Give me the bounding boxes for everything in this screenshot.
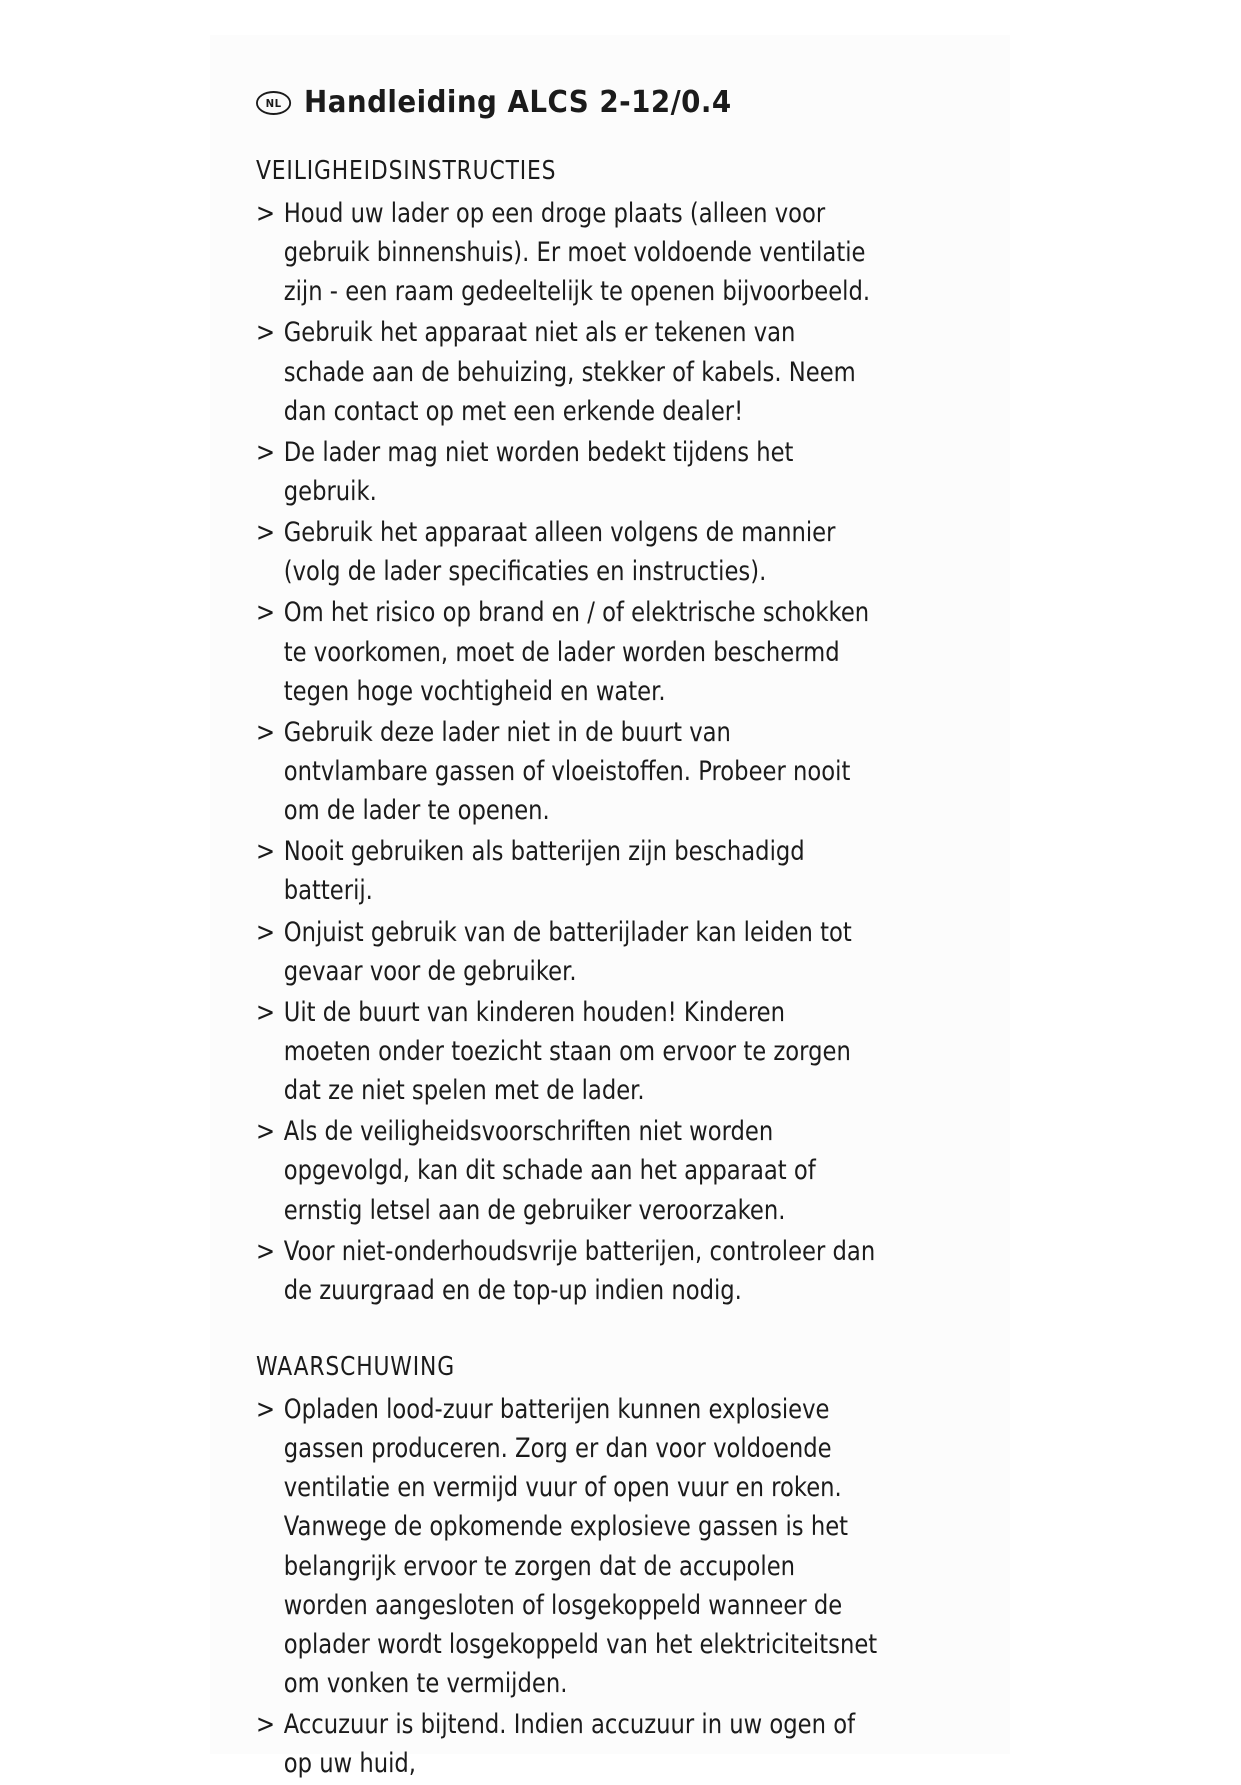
warning-list bbox=[256, 1390, 878, 1783]
safety-item-text: Uit de buurt van kinderen houden! Kinderen moeten onder toezicht staan om ervoor te zorgen dat ze niet spelen met de lader. bbox=[283, 996, 851, 1107]
safety-item-text: De lader mag niet worden bedekt tijdens het gebruik. bbox=[283, 436, 794, 507]
bullet-marker: > bbox=[256, 1235, 276, 1267]
warning-item-text: Accuzuur is bijtend. Indien accuzuur in uw ogen of op uw huid, bbox=[283, 1709, 856, 1780]
safety-item bbox=[256, 1232, 878, 1310]
language-badge: NL bbox=[256, 91, 291, 115]
bullet-marker: > bbox=[256, 1709, 276, 1741]
manual-header bbox=[256, 85, 940, 120]
manual-content bbox=[256, 85, 878, 1785]
safety-item bbox=[256, 513, 878, 591]
safety-item bbox=[256, 913, 878, 991]
bullet-marker: > bbox=[256, 836, 276, 868]
safety-list bbox=[256, 194, 878, 1310]
safety-item-text: Nooit gebruiken als batterijen zijn beschadigd batterij. bbox=[283, 836, 805, 907]
bullet-marker: > bbox=[256, 198, 276, 229]
safety-item bbox=[256, 313, 878, 430]
warning-section-title: WAARSCHUWING bbox=[256, 1351, 455, 1382]
safety-item-text: Gebruik het apparaat alleen volgens de mannier (volg de lader specificaties en instructies). bbox=[283, 517, 836, 588]
safety-item-text: Als de veiligheidsvoorschriften niet worden opgevolgd, kan dit schade aan het apparaat of ernstig letsel aan de gebruiker veroorzaken. bbox=[283, 1116, 816, 1226]
safety-item bbox=[256, 194, 878, 311]
bullet-marker: > bbox=[256, 317, 276, 349]
safety-item bbox=[256, 713, 878, 830]
bullet-marker: > bbox=[256, 517, 276, 549]
safety-item-text: Gebruik het apparaat niet als er tekenen van schade aan de behuizing, stekker of kabels. Neem dan contact op met een erkende dealer! bbox=[283, 317, 856, 427]
bullet-marker: > bbox=[256, 1393, 276, 1425]
warning-item-text: Opladen lood-zuur batterijen kunnen explosieve gassen produceren. Zorg er dan voor voldoende ventilatie en vermijd vuur of open vuur en roken. Vanwege de opkomende explosieve gassen is het belangrijk ervoor te zorgen dat de accupolen worden aangesloten of losgekoppeld wanneer de oplader wordt losgekoppeld van het elektriciteitsnet om vonken te vermijden. bbox=[283, 1393, 878, 1699]
bullet-marker: > bbox=[256, 436, 276, 468]
warning-item bbox=[256, 1390, 878, 1703]
safety-item-text: Houd uw lader op een droge plaats (alleen voor gebruik binnenshuis). Er moet voldoende ventilatie zijn - een raam gedeeltelijk te openen bijvoorbeeld. bbox=[283, 198, 871, 308]
bullet-marker: > bbox=[256, 996, 276, 1028]
bullet-marker: > bbox=[256, 716, 276, 748]
bullet-marker: > bbox=[256, 916, 276, 948]
safety-item-text: Onjuist gebruik van de batterijlader kan leiden tot gevaar voor de gebruiker. bbox=[283, 916, 852, 987]
manual-title: Handleiding ALCS 2-12/0.4 bbox=[304, 85, 732, 120]
safety-item bbox=[256, 593, 878, 710]
safety-item bbox=[256, 433, 878, 511]
safety-item bbox=[256, 993, 878, 1110]
bullet-marker: > bbox=[256, 597, 276, 629]
safety-item bbox=[256, 832, 878, 910]
safety-section-title: VEILIGHEIDSINSTRUCTIES bbox=[256, 156, 557, 186]
warning-item bbox=[256, 1705, 878, 1783]
bullet-marker: > bbox=[256, 1116, 276, 1148]
safety-item-text: Voor niet-onderhoudsvrije batterijen, controleer dan de zuurgraad en de top-up indien nodig. bbox=[283, 1235, 876, 1306]
warning-section bbox=[256, 1351, 878, 1783]
safety-item-text: Om het risico op brand en / of elektrische schokken te voorkomen, moet de lader worden beschermd tegen hoge vochtigheid en water. bbox=[283, 597, 870, 707]
safety-section bbox=[256, 158, 878, 1310]
safety-item bbox=[256, 1112, 878, 1229]
safety-item-text: Gebruik deze lader niet in de buurt van ontvlambare gassen of vloeistoffen. Probeer nooit om de lader te openen. bbox=[283, 716, 851, 827]
